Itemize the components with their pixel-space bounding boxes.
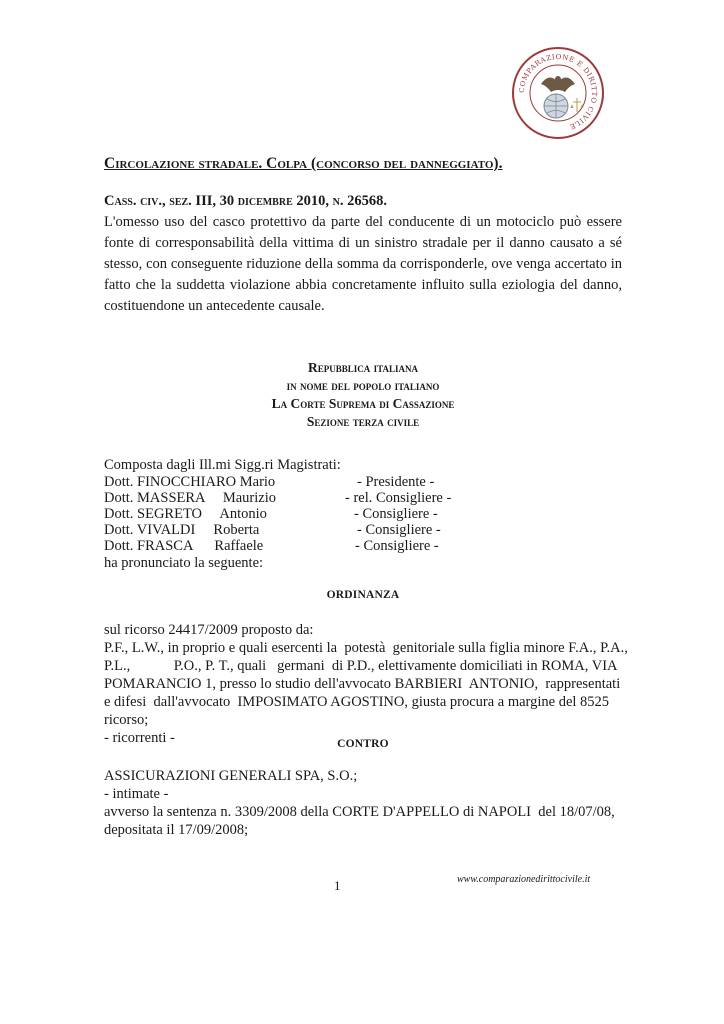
ordinanza-heading: ORDINANZA — [326, 589, 400, 601]
case-title: Circolazione stradale. Colpa (concorso del danneggiato). — [104, 155, 503, 172]
contro-line: depositata il 17/09/2008; — [104, 822, 249, 838]
composition-intro: Composta dagli Ill.mi Sigg.ri Magistrati: — [104, 457, 341, 473]
magistrate-role: - Presidente - — [357, 474, 435, 490]
page-number: 1 — [334, 878, 341, 893]
header-line-republic: Repubblica italiana — [308, 360, 418, 375]
magistrate-name: Dott. VIVALDI Roberta — [104, 522, 260, 538]
magistrate-role: - Consigliere - — [355, 538, 439, 554]
pronounced-line: ha pronunciato la seguente: — [104, 555, 264, 571]
magistrate-name: Dott. FINOCCHIARO Mario — [104, 474, 276, 490]
contro-line: - intimate - — [104, 786, 169, 802]
ricorso-line: POMARANCIO 1, presso lo studio dell'avvocato BARBIERI ANTONIO, rappresentati — [104, 676, 621, 692]
magistrate-name: Dott. SEGRETO Antonio — [104, 506, 267, 522]
ricorso-line: P.L., P.O., P. T., quali germani di P.D., elettivamente domiciliati in ROMA, VIA — [104, 658, 618, 674]
ricorso-line: sul ricorso 24417/2009 proposto da: — [104, 622, 314, 638]
ricorso-line: P.F., L.W., in proprio e quali esercenti la potestà genitoriale sulla figlia minore F.A., P.A., — [104, 640, 628, 656]
magistrate-name: Dott. MASSERA Maurizio — [104, 490, 276, 506]
ricorso-block — [104, 621, 628, 747]
magistrate-role: - Consigliere - — [357, 522, 441, 538]
ricorso-line: e difesi dall'avvocato IMPOSIMATO AGOSTINO, giusta procura a margine del 8525 — [104, 694, 610, 710]
ricorso-line: ricorso; — [104, 712, 149, 728]
magistrate-name: Dott. FRASCA Raffaele — [104, 538, 264, 554]
magistrate-role: - Consigliere - — [354, 506, 438, 522]
contro-line: ASSICURAZIONI GENERALI SPA, S.O.; — [104, 768, 358, 784]
website-footer: www.comparazionedirittocivile.it — [457, 874, 591, 885]
header-line-court: La Corte Suprema di Cassazione — [271, 396, 455, 411]
magistrate-role: - rel. Consigliere - — [345, 490, 452, 506]
contro-block — [104, 767, 622, 839]
court-header — [104, 359, 622, 431]
journal-logo — [511, 46, 605, 140]
case-abstract: L'omesso uso del casco protettivo da parte del conducente di un motociclo può essere fonte di corresponsabilità della vittima di un sinistro stradale per il danno causato a sé stesso, con conseguente riduzione della somma da corrisponderle, ove venga accertato in fatto che la suddetta violazione abbia concretamente influito sulla eziologia del danno, costituendone un antecedente causale. — [104, 214, 622, 314]
contro-line: avverso la sentenza n. 3309/2008 della CORTE D'APPELLO di NAPOLI del 18/07/08, — [104, 804, 615, 820]
ricorso-line: - ricorrenti - — [104, 730, 175, 746]
logo-ring-text: COMPARAZIONE E DIRITTO CIVILE — [517, 52, 599, 131]
header-line-section: Sezione terza civile — [306, 414, 420, 429]
case-reference: Cass. civ., sez. III, 30 dicembre 2010, n. 26568. — [104, 193, 387, 209]
contro-heading: CONTRO — [337, 738, 389, 750]
header-line-people: in nome del popolo italiano — [286, 378, 440, 393]
